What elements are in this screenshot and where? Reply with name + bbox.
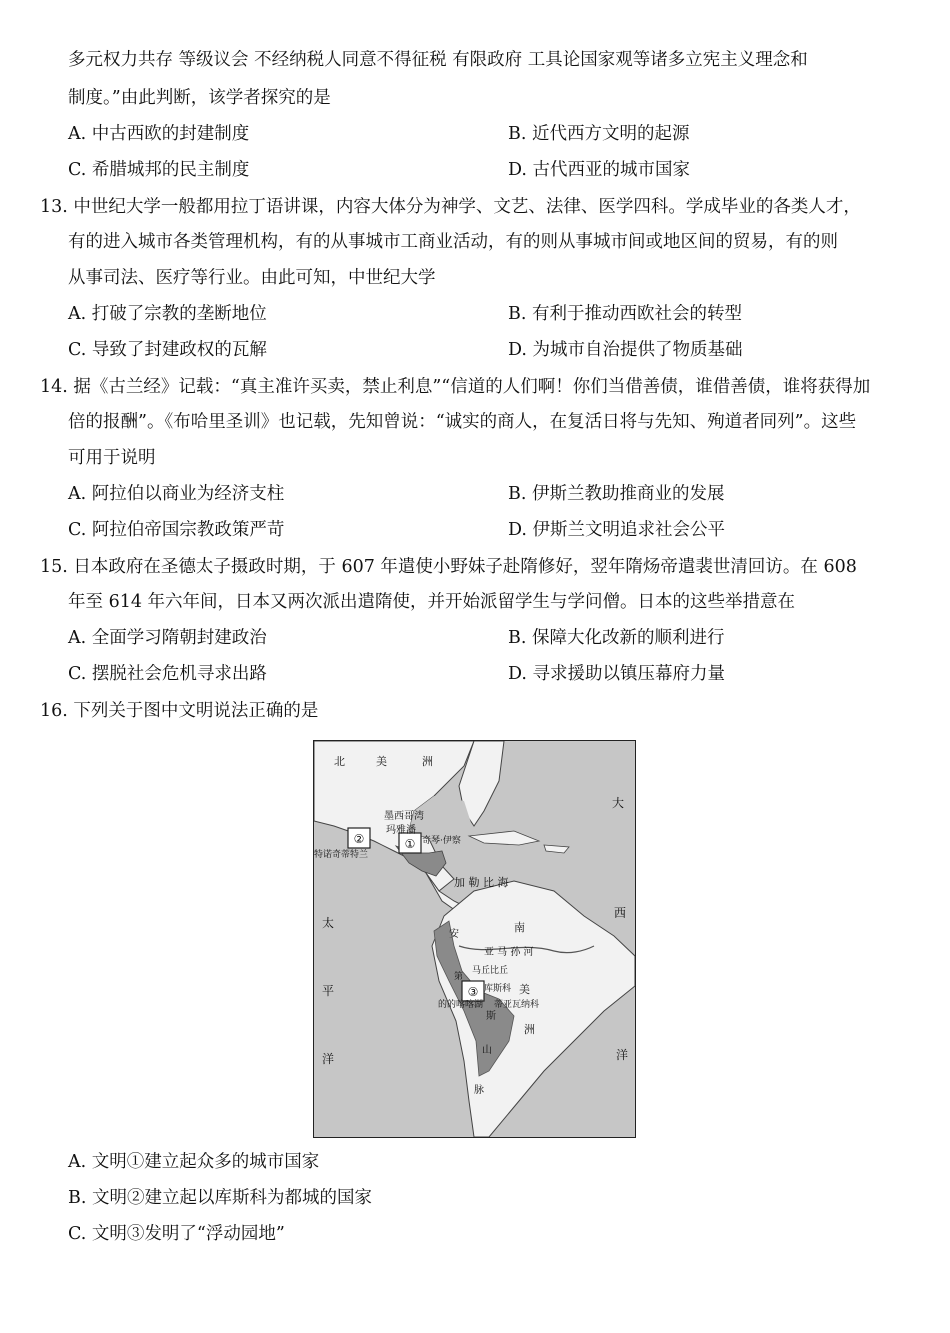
- label-machu-picchu: 马丘比丘: [472, 966, 509, 976]
- q13-option-a: A. 打破了宗教的垄断地位: [68, 304, 267, 324]
- q14-stem-line-2: 倍的报酬”。《布哈里圣训》也记载，先知曾说：“诚实的商人，在复活日将与先知、殉道者同列”。这些: [68, 412, 857, 432]
- label-andes-si: 斯: [486, 1011, 496, 1022]
- q16-option-b: B. 文明②建立起以库斯科为都城的国家: [68, 1188, 372, 1208]
- label-pacific-ping: 平: [322, 984, 335, 998]
- q15-stem-line-2: 年至 614 年六年间，日本又两次派出遣隋使，并开始派留学生与学问僧。日本的这些举措意在: [68, 592, 796, 612]
- q16-option-c: C. 文明③发明了“浮动园地”: [68, 1224, 285, 1244]
- q16-stem: 16. 下列关于图中文明说法正确的是: [40, 701, 319, 721]
- q12-option-c: C. 希腊城邦的民主制度: [68, 160, 250, 180]
- q15-stem-line-1: 15. 日本政府在圣德太子摄政时期，于 607 年遣使小野妹子赴隋修好，翌年隋炀帝遣裴世清回访。在 608: [40, 557, 857, 577]
- q12-stem-line-2: 制度。”由此判断，该学者探究的是: [68, 88, 331, 108]
- q15-option-b: B. 保障大化改新的顺利进行: [508, 628, 725, 648]
- label-pacific-tai: 太: [322, 916, 335, 930]
- q13-stem-line-2: 有的进入城市各类管理机构，有的从事城市工商业活动，有的则从事城市间或地区间的贸易，有的则: [68, 232, 838, 252]
- label-south-zhou: 洲: [524, 1023, 535, 1036]
- q14-option-b: B. 伊斯兰教助推商业的发展: [508, 484, 725, 504]
- q13-stem-line-1: 13. 中世纪大学一般都用拉丁语讲课，内容大体分为神学、文艺、法律、医学四科。学成毕业的各类人才，: [40, 197, 861, 217]
- label-gulf-of-mexico: 墨西哥湾: [384, 811, 424, 822]
- q14-option-d: D. 伊斯兰文明追求社会公平: [508, 520, 726, 540]
- marker-2-label: ②: [353, 832, 365, 846]
- q14-stem-line-1: 14. 据《古兰经》记载：“真主准许买卖，禁止利息”“信道的人们啊！你们当借善债，谁借善债，谁将获得加: [40, 377, 871, 397]
- label-mayapan: 玛雅潘: [386, 825, 416, 836]
- label-caribbean-sea: 加 勒 比 海: [454, 876, 509, 889]
- label-atlantic-da: 大: [612, 796, 625, 810]
- q12-option-b: B. 近代西方文明的起源: [508, 124, 690, 144]
- q15-option-c: C. 摆脱社会危机寻求出路: [68, 664, 267, 684]
- label-north-zhou: 洲: [422, 755, 433, 768]
- q14-option-a: A. 阿拉伯以商业为经济支柱: [68, 484, 285, 504]
- label-tenochtitlan: 特诺奇蒂特兰: [314, 850, 369, 860]
- label-pacific-yang: 洋: [322, 1052, 335, 1066]
- label-south-nan: 南: [514, 921, 525, 934]
- q13-option-c: C. 导致了封建政权的瓦解: [68, 340, 267, 360]
- q13-stem-line-3: 从事司法、医疗等行业。由此可知，中世纪大学: [68, 268, 436, 288]
- q15-option-d: D. 寻求援助以镇压幕府力量: [508, 664, 726, 684]
- label-south-mei: 美: [519, 983, 530, 996]
- label-north-mei: 美: [376, 755, 387, 768]
- label-north-bei: 北: [334, 755, 345, 768]
- q12-stem-line-1: 多元权力共存 等级议会 不经纳税人同意不得征税 有限政府 工具论国家观等诸多立宪主义理念和: [68, 50, 808, 70]
- q14-option-c: C. 阿拉伯帝国宗教政策严苛: [68, 520, 285, 540]
- label-chichen-itza: 奇琴·伊察: [422, 836, 461, 846]
- q13-option-d: D. 为城市自治提供了物质基础: [508, 340, 743, 360]
- q14-stem-line-3: 可用于说明: [68, 448, 156, 468]
- label-cusco: 库斯科: [484, 984, 512, 994]
- q12-option-d: D. 古代西亚的城市国家: [508, 160, 691, 180]
- label-atlantic-xi: 西: [614, 906, 627, 920]
- label-andes-di: 第: [454, 972, 464, 982]
- label-atlantic-yang: 洋: [616, 1048, 629, 1062]
- label-amazon-river: 亚 马 孙 河: [484, 947, 534, 958]
- q13-option-b: B. 有利于推动西欧社会的转型: [508, 304, 742, 324]
- q12-option-a: A. 中古西欧的封建制度: [68, 124, 250, 144]
- americas-map: [313, 740, 636, 1138]
- label-andes-mai: 脉: [474, 1085, 484, 1096]
- label-lake-titicaca: 的的喀喀湖: [438, 1000, 484, 1010]
- q15-option-a: A. 全面学习隋朝封建政治: [68, 628, 267, 648]
- label-andes-an: 安: [449, 929, 459, 940]
- marker-3-label: ③: [467, 985, 479, 999]
- label-tiwanaku: 蒂亚瓦纳科: [494, 1000, 540, 1010]
- q16-option-a: A. 文明①建立起众多的城市国家: [68, 1152, 320, 1172]
- marker-1-label: ①: [404, 837, 416, 851]
- label-andes-shan: 山: [482, 1045, 492, 1056]
